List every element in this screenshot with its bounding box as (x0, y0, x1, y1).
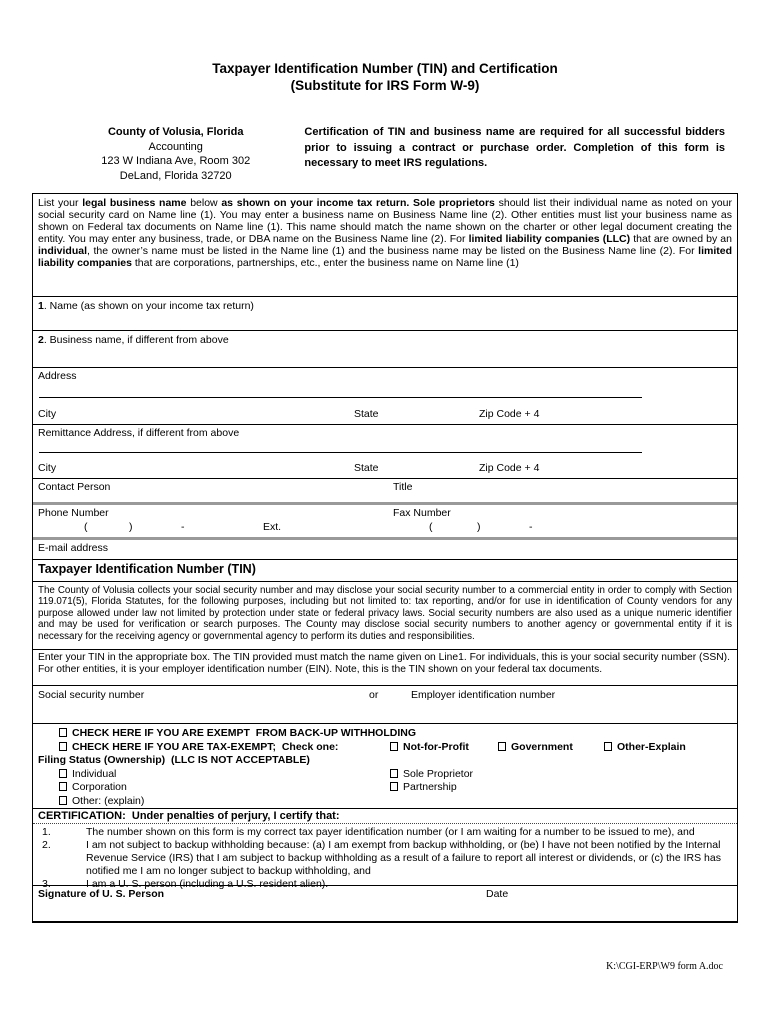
certification-item-number: 2. (42, 839, 51, 851)
certification-item (38, 839, 732, 878)
or-label: or (369, 689, 379, 701)
contact-person-row (33, 478, 737, 502)
state-label: State (354, 408, 379, 420)
remittance-address-input-line[interactable] (39, 452, 642, 453)
phone-fax-row (33, 502, 737, 537)
state-input-area[interactable] (388, 408, 468, 421)
remittance-state-label: State (354, 462, 379, 474)
title-input-area[interactable] (423, 479, 732, 502)
org-name: County of Volusia, Florida (107, 126, 244, 138)
phone-ext-input[interactable] (283, 521, 373, 534)
not-for-profit-label: Not-for-Profit (403, 740, 469, 753)
other-explain-label: Other-Explain (617, 740, 686, 753)
certification-item-text: I am not subject to backup withholding because: (a) I am exempt from backup withholding, or (be) I have not been notified by the Internal Revenue Service (IRS) that I am subject to backup withholding as a result of a failure to report all interest or dividends, or (c) the IRS has notified me I am no longer subject to backup withholding, and (86, 839, 721, 877)
ssn-input-area[interactable] (38, 701, 338, 721)
tax-exempt-label: CHECK HERE IF YOU ARE TAX-EXEMPT; Check one: (72, 740, 339, 753)
certification-list (33, 823, 737, 890)
fax-line-input[interactable] (535, 521, 625, 534)
ein-label: Employer identification number (411, 689, 556, 701)
remittance-address-row (33, 424, 737, 478)
phone-fax-entry-line (33, 521, 737, 534)
name-row (33, 296, 737, 330)
tax-exempt-checkbox[interactable] (59, 742, 67, 751)
address-row (33, 367, 737, 424)
sole-proprietor-checkbox[interactable] (390, 769, 398, 778)
zip-label: Zip Code + 4 (479, 408, 540, 420)
remittance-city-state-zip-line (38, 462, 732, 475)
signature-input-area[interactable] (38, 901, 468, 919)
fax-prefix-input[interactable] (483, 521, 527, 534)
name-label: 1. Name (as shown on your income tax return) (38, 300, 254, 312)
city-input-area[interactable] (68, 408, 338, 421)
zip-input-area[interactable] (543, 408, 723, 421)
ssn-privacy-paragraph: The County of Volusia collects your social security number and may disclose your social security number to a commercial entity in order to comply with Section 119.071(5), Florida Statutes, for the following purposes, including but not limited to: tax reporting, and/or for use in identification of County vendors for any purpose allowed under law not limited by protection under state or federal privacy laws. Social security numbers are also used as a unique numeric identifier and may be used for verification or search purposes. The County may disclose social security numbers to another agency or governmental entity if it is necessary for the receiving agency or governmental agency to perform its duties and responsibilities. (33, 581, 737, 649)
date-label: Date (486, 888, 509, 900)
city-label: City (38, 408, 57, 420)
org-city-state: DeLand, Florida 32720 (119, 169, 232, 182)
partnership-checkbox[interactable] (390, 782, 398, 791)
email-row (33, 537, 737, 559)
sole-proprietor-option (390, 768, 473, 781)
tax-exempt-line (38, 741, 732, 755)
document-title-line1: Taxpayer Identification Number (TIN) and Certification (212, 61, 558, 76)
ssn-label: Social security number (38, 689, 145, 701)
business-name-label: 2. Business name, if different from above (38, 334, 229, 346)
individual-label: Individual (72, 767, 117, 780)
fax-paren-open: ( (429, 521, 433, 533)
corporation-label: Corporation (72, 781, 127, 793)
remittance-city-input-area[interactable] (68, 462, 338, 475)
phone-line-input[interactable] (187, 521, 257, 534)
exempt-backup-withholding-checkbox[interactable] (59, 728, 67, 737)
address-city-state-zip-line (38, 408, 732, 421)
certification-item-text: The number shown on this form is my correct tax payer identification number (or I am waiting for a number to be issued to me), and (86, 826, 695, 838)
remittance-zip-label: Zip Code + 4 (479, 462, 540, 474)
form-header (90, 125, 725, 183)
other-label: Other: (explain) (72, 794, 145, 807)
certification-item-number: 3. (42, 878, 51, 890)
org-department: Accounting (148, 140, 203, 153)
other-checkbox[interactable] (59, 796, 67, 805)
government-label: Government (511, 740, 573, 753)
phone-prefix-input[interactable] (135, 521, 179, 534)
fax-dash: - (529, 521, 533, 533)
phone-dash: - (181, 521, 185, 533)
contact-person-input-area[interactable] (123, 479, 383, 502)
other-explain-input-area[interactable] (138, 795, 438, 809)
partnership-option (390, 781, 457, 794)
file-path-footer: K:\CGI-ERP\W9 form A.doc (606, 961, 723, 972)
contact-person-label: Contact Person (38, 481, 111, 493)
remittance-city-label: City (38, 462, 57, 474)
title-label: Title (393, 481, 413, 493)
corporation-line (38, 781, 732, 795)
instructions-paragraph: List your legal business name below as shown on your income tax return. Sole proprietors should list their individual name as noted on your social security card on Name line (1). You may enter a business name on Business Name line (2). Other entities must list your business name as shown on Federal tax documents on Name line (1). This name should match the name shown on the charter or other legal document creating the entity. You may enter any business, trade, or DBA name on the Business Name line (2). For limited liability companies (LLC) that are owned by an individual, the owner’s name must be listed in the Name line (1) and the business name may be listed on the Business Name line (2). For limited liability companies that are corporations, partnerships, etc., enter the business name on Name line (1) (38, 197, 732, 270)
government-checkbox[interactable] (498, 742, 506, 751)
signature-row (33, 885, 737, 921)
email-input-area[interactable] (113, 540, 732, 559)
partnership-label: Partnership (403, 781, 457, 793)
phone-paren-close: ) (129, 521, 133, 533)
filing-status-heading: Filing Status (Ownership) (LLC IS NOT ACCEPTABLE) (38, 754, 310, 766)
signature-label: Signature of U. S. Person (38, 888, 165, 900)
ssn-ein-row (33, 685, 737, 723)
document-title (0, 0, 770, 94)
remittance-address-label: Remittance Address, if different from above (38, 427, 240, 439)
individual-line (38, 768, 732, 782)
business-name-input-area[interactable] (38, 347, 732, 365)
document-title-line2: (Substitute for IRS Form W-9) (290, 78, 480, 93)
fax-number-label: Fax Number (393, 507, 451, 519)
certification-requirement-note: Certification of TIN and business name are required for all successful bidders prior to issuing a contract or purchase order. Completion of this form is necessary to meet IRS regulations. (304, 126, 725, 169)
not-for-profit-option (390, 741, 469, 754)
address-label: Address (38, 370, 77, 382)
tin-section-heading: Taxpayer Identification Number (TIN) (33, 559, 737, 581)
certification-item-number: 1. (42, 826, 51, 838)
enter-tin-paragraph: Enter your TIN in the appropriate box. The TIN provided must match the name given on Line1. For individuals, this is your social security number (SSN). For other entities, it is your employer identification number (EIN). Note, this is the TIN shown on your federal tax documents. (33, 649, 737, 685)
backup-withholding-line (38, 727, 732, 741)
fax-area-code-input[interactable] (434, 521, 475, 534)
org-street: 123 W Indiana Ave, Room 302 (101, 155, 251, 167)
other-explain-option (604, 741, 686, 754)
corporation-checkbox[interactable] (59, 782, 67, 791)
phone-number-label: Phone Number (38, 507, 109, 519)
fax-paren-close: ) (477, 521, 481, 533)
certification-heading: CERTIFICATION: Under penalties of perjury, I certify that: (33, 808, 737, 823)
phone-ext-label: Ext. (263, 521, 282, 533)
ein-input-area[interactable] (411, 701, 732, 721)
checkbox-section (33, 723, 737, 808)
not-for-profit-checkbox[interactable] (390, 742, 398, 751)
government-option (498, 741, 573, 754)
certification-item-text: I am a U. S. person (including a U.S. resident alien). (86, 878, 329, 890)
email-label: E-mail address (38, 542, 109, 554)
address-input-line[interactable] (39, 397, 642, 398)
sole-proprietor-label: Sole Proprietor (403, 767, 474, 780)
name-input-area[interactable] (38, 313, 732, 328)
org-address-block (90, 125, 261, 183)
form-table (32, 193, 738, 923)
other-line (38, 795, 732, 809)
individual-checkbox[interactable] (59, 769, 67, 778)
other-explain-checkbox[interactable] (604, 742, 612, 751)
phone-paren-open: ( (84, 521, 88, 533)
business-name-row (33, 330, 737, 367)
remittance-zip-input-area[interactable] (543, 462, 723, 475)
exempt-backup-withholding-label: CHECK HERE IF YOU ARE EXEMPT FROM BACK-UP WITHHOLDING (72, 727, 416, 739)
certification-item (38, 826, 732, 839)
remittance-state-input-area[interactable] (388, 462, 468, 475)
phone-area-code-input[interactable] (89, 521, 127, 534)
date-input-area[interactable] (486, 901, 732, 919)
